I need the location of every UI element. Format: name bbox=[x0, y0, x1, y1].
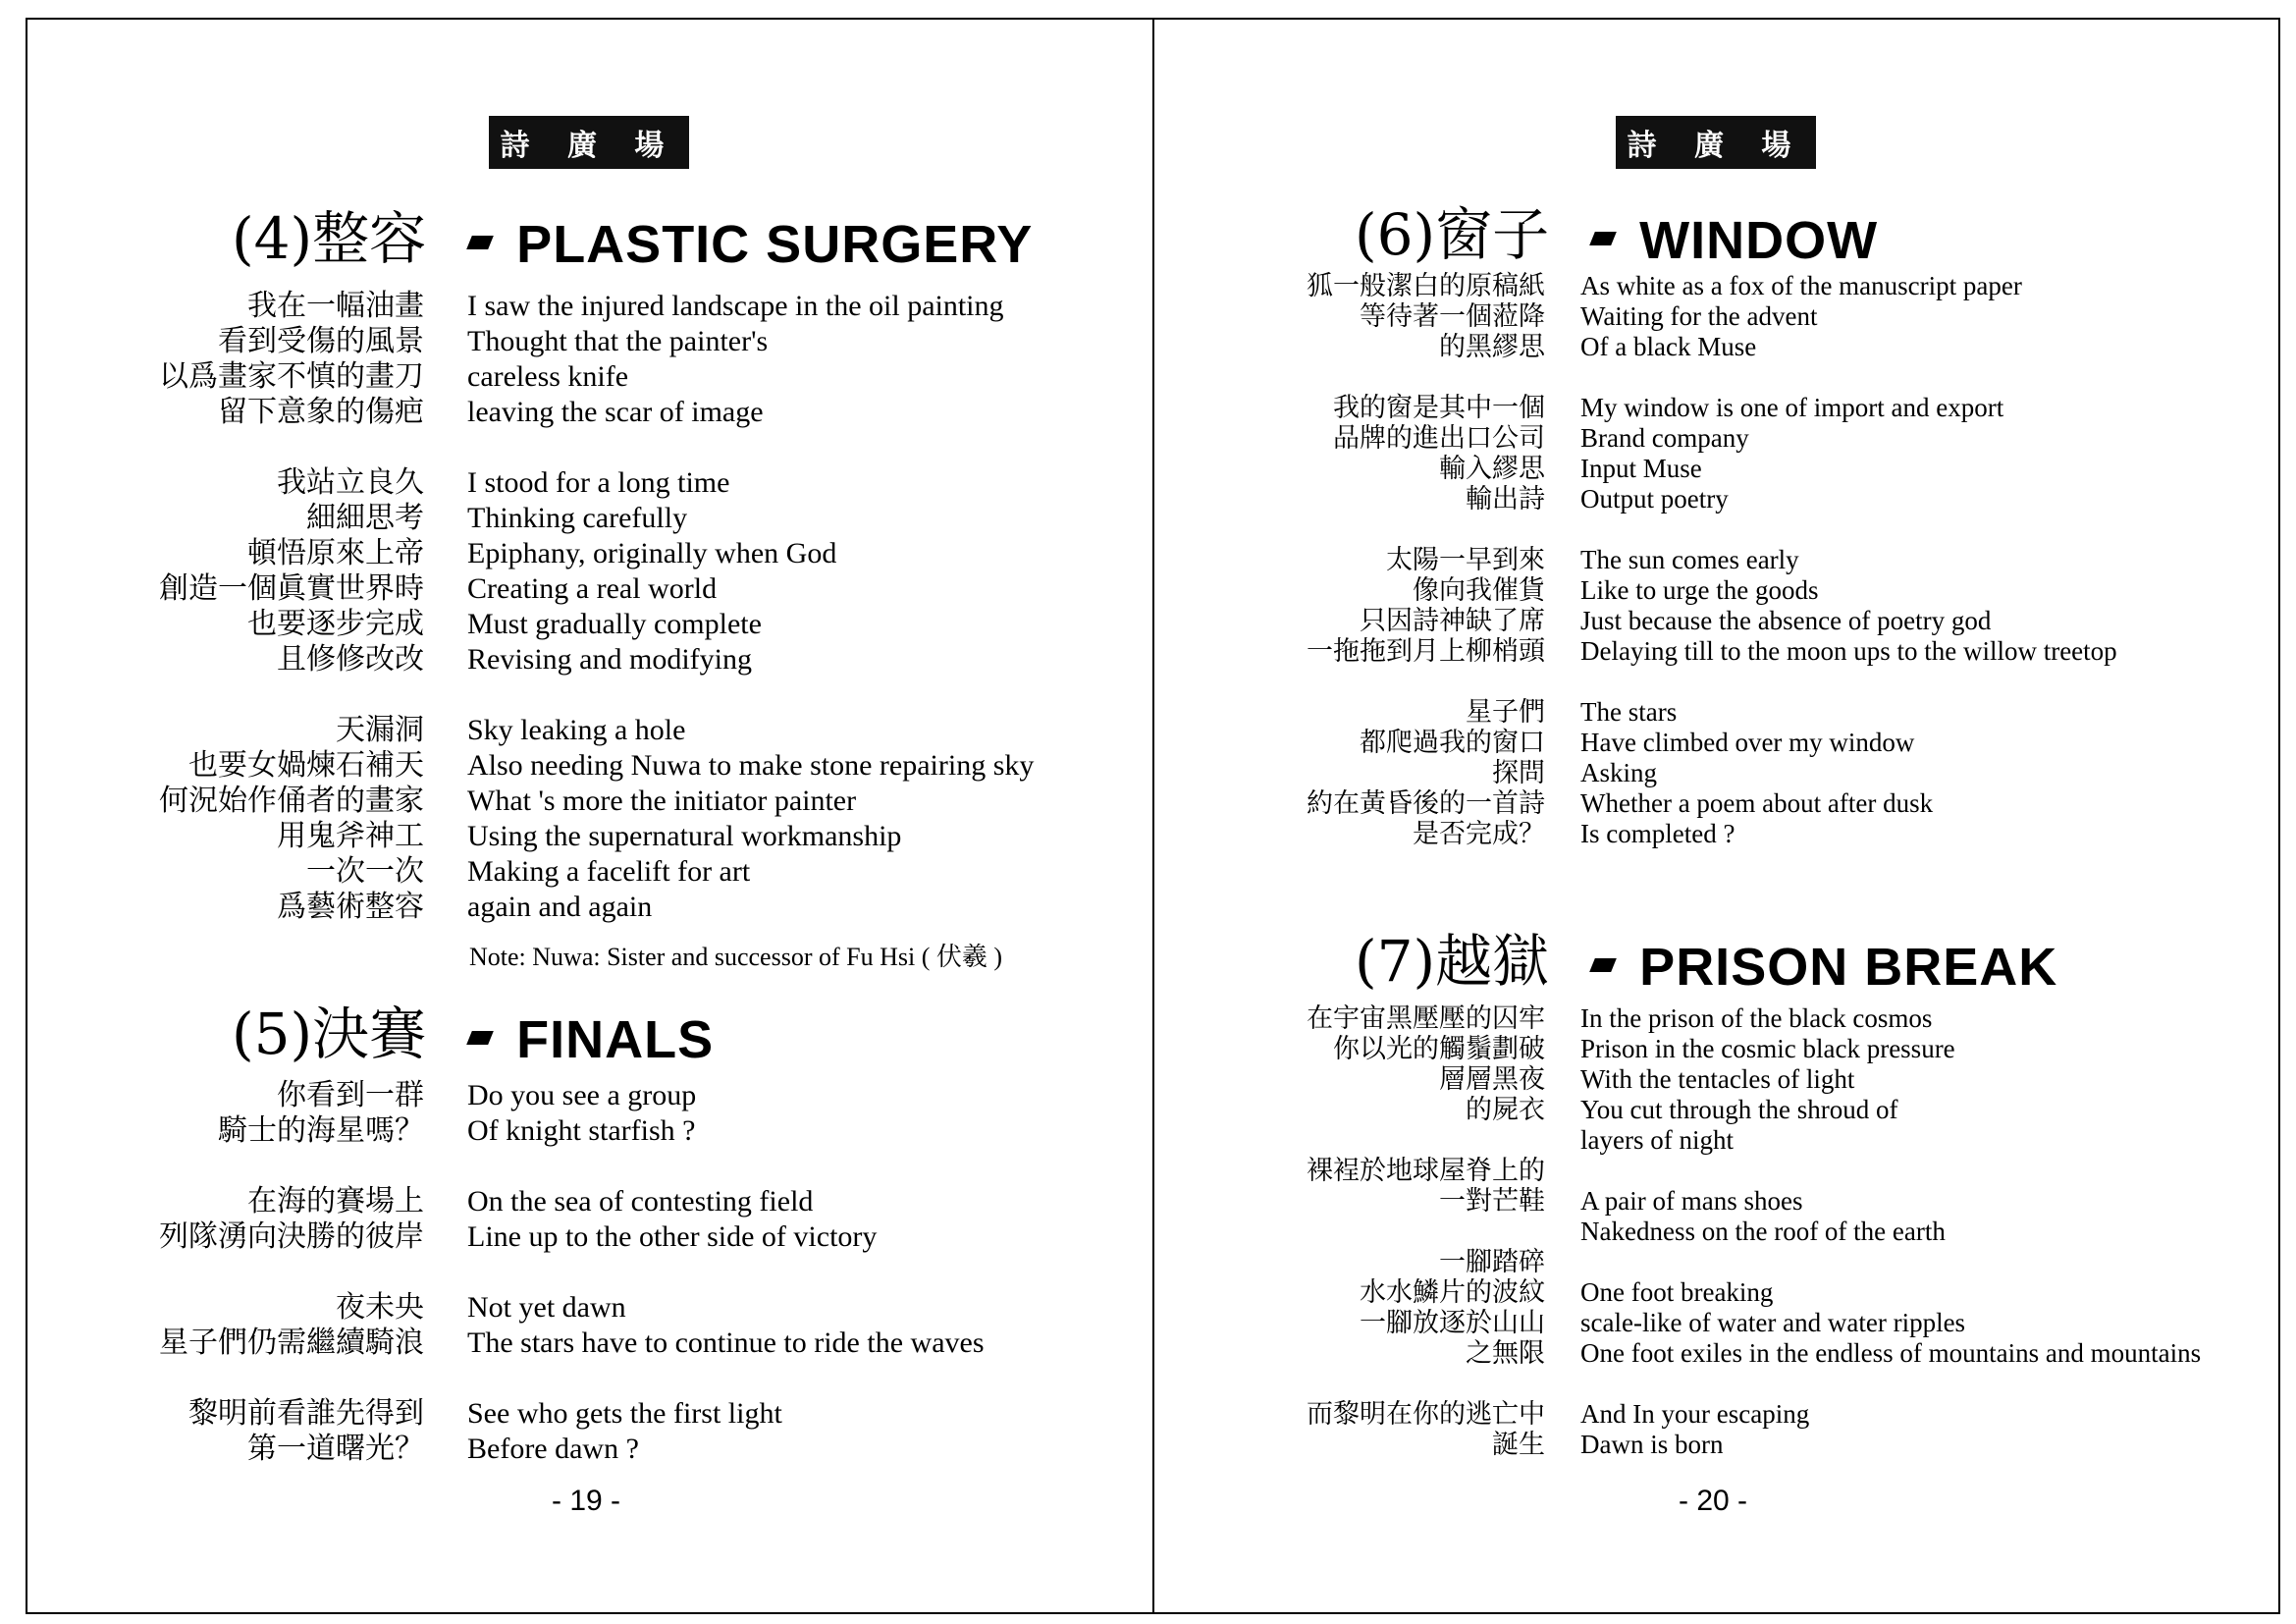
poem-line-zh: 星子們 bbox=[1466, 697, 1545, 728]
poem-line bbox=[1217, 271, 2117, 301]
poem-line-en: Is completed ? bbox=[1580, 819, 1735, 848]
poem-line-en: Nakedness on the roof of the earth bbox=[1580, 1217, 1946, 1246]
poem-line bbox=[1217, 514, 2117, 545]
poem-line-zh: 都爬過我的窗口 bbox=[1360, 728, 1545, 758]
poem-line-en: My window is one of import and export bbox=[1580, 393, 2004, 422]
poem-line-en: careless knife bbox=[467, 360, 629, 393]
poem-line bbox=[1217, 301, 2117, 332]
poem-line-zh: 品牌的進出口公司 bbox=[1333, 423, 1545, 454]
poem-line bbox=[1217, 1217, 2201, 1247]
poem-line bbox=[98, 1219, 985, 1255]
poem-line-en: And In your escaping bbox=[1580, 1399, 1810, 1429]
poem-line-en: The sun comes early bbox=[1580, 545, 1799, 574]
poem-line-zh: 第一道曙光？ bbox=[247, 1432, 424, 1466]
poem-line-zh: 的黑繆思 bbox=[1439, 332, 1545, 362]
poem6-body bbox=[1217, 271, 2117, 849]
poem-line-zh: 在宇宙黑壓壓的囚牢 bbox=[1307, 1003, 1545, 1034]
poem-line bbox=[98, 1149, 985, 1184]
poem-line bbox=[1217, 1430, 2201, 1460]
poem-line-en: Brand company bbox=[1580, 423, 1749, 453]
poem-line-zh bbox=[1217, 362, 1545, 393]
poem-line-en: Just because the absence of poetry god bbox=[1580, 606, 1992, 635]
poem-line-en: Of a black Muse bbox=[1580, 332, 1757, 361]
poem-line-zh: 水水鱗片的波紋 bbox=[1360, 1277, 1545, 1308]
poem-line-zh: 騎士的海星嗎？ bbox=[218, 1113, 424, 1148]
poem-line-en: Do you see a group bbox=[467, 1079, 697, 1111]
poem-line bbox=[98, 324, 1034, 359]
title-bullet-icon bbox=[1589, 958, 1617, 972]
poem-line-zh bbox=[98, 430, 424, 465]
poem-line-zh bbox=[98, 1255, 424, 1290]
poem-line-zh: 你看到一群 bbox=[277, 1078, 424, 1112]
poem5-title-zh: (5)決賽 bbox=[232, 1001, 427, 1067]
poem-line-zh: 以爲畫家不慎的畫刀 bbox=[159, 359, 424, 394]
poem-line-en: With the tentacles of light bbox=[1580, 1064, 1855, 1094]
poem-line-en: Must gradually complete bbox=[467, 608, 762, 640]
poem-line-en: On the sea of contesting field bbox=[467, 1185, 814, 1218]
poem5-title-en: FINALS bbox=[516, 1010, 715, 1069]
poem-line bbox=[1217, 788, 2117, 819]
poem-line-zh: 在海的賽場上 bbox=[247, 1184, 424, 1218]
poem-line-zh: 我的窗是其中一個 bbox=[1333, 393, 1545, 423]
poem-line-en: I saw the injured landscape in the oil painting bbox=[467, 290, 1004, 322]
page-number-left: - 19 - bbox=[552, 1485, 621, 1517]
poem-line-zh: 一拖拖到月上柳梢頭 bbox=[1307, 636, 1545, 667]
poem-line bbox=[1217, 758, 2117, 788]
poem-line-zh: 輸出詩 bbox=[1466, 484, 1545, 514]
poem-line bbox=[1217, 1034, 2201, 1064]
poem-line bbox=[1217, 1277, 2201, 1308]
poem-line bbox=[1217, 1399, 2201, 1430]
poem-line-en: Epiphany, originally when God bbox=[467, 537, 837, 569]
poem-line-en: Thought that the painter's bbox=[467, 325, 769, 357]
poem-line-zh: 何況始作俑者的畫家 bbox=[159, 784, 424, 818]
poem-line-en: Of knight starfish ? bbox=[467, 1114, 696, 1147]
poem-line bbox=[1217, 1095, 2201, 1125]
poem-line-zh: 且修修改改 bbox=[277, 642, 424, 677]
poem-line-zh: 是否完成？ bbox=[1413, 819, 1545, 849]
poem-line-en: Asking bbox=[1580, 758, 1658, 787]
poem-line bbox=[1217, 1308, 2201, 1338]
poem-line-zh: 列隊湧向決勝的彼岸 bbox=[159, 1219, 424, 1254]
poem-line-en: Like to urge the goods bbox=[1580, 575, 1819, 605]
poem-line bbox=[98, 819, 1034, 854]
poem-line bbox=[98, 359, 1034, 395]
poem-line-zh: 用鬼斧神工 bbox=[277, 819, 424, 853]
poem-line bbox=[1217, 1003, 2201, 1034]
poem-line-zh: 我站立良久 bbox=[277, 465, 424, 500]
poem5-title bbox=[232, 992, 714, 1070]
title-bullet-icon bbox=[466, 236, 494, 249]
poem-line-zh: 太陽一早到來 bbox=[1386, 545, 1545, 575]
poem-line bbox=[98, 607, 1034, 642]
poem-line-zh: 裸裎於地球屋脊上的 bbox=[1307, 1156, 1545, 1186]
poem-line bbox=[98, 854, 1034, 890]
poem-line-zh: 一次一次 bbox=[306, 854, 424, 889]
poem-line-en: Prison in the cosmic black pressure bbox=[1580, 1034, 1955, 1063]
poem-line-en: Also needing Nuwa to make stone repairing sky bbox=[467, 749, 1035, 782]
poem-line-zh: 黎明前看誰先得到 bbox=[188, 1396, 424, 1431]
poem-line bbox=[1217, 332, 2117, 362]
poem-line-zh: 等待著一個蒞降 bbox=[1360, 301, 1545, 332]
poem-line-zh: 像向我催貨 bbox=[1413, 575, 1545, 606]
poem4-title-zh: (4)整容 bbox=[232, 205, 427, 272]
poem-line bbox=[98, 784, 1034, 819]
poem-line-zh: 的屍衣 bbox=[1466, 1095, 1545, 1125]
poem-line bbox=[98, 536, 1034, 571]
poem-line-zh: 看到受傷的風景 bbox=[218, 324, 424, 358]
poem-line-en: Thinking carefully bbox=[467, 502, 688, 534]
poem-line-zh: 一腳踏碎 bbox=[1439, 1247, 1545, 1277]
poem-line bbox=[1217, 454, 2117, 484]
poem-line bbox=[98, 289, 1034, 324]
poem-line bbox=[98, 1326, 985, 1361]
poem-line-zh: 爲藝術整容 bbox=[277, 890, 424, 924]
title-bullet-icon bbox=[1589, 232, 1617, 245]
section-tab-right: 詩 廣 場 bbox=[1616, 116, 1816, 169]
poem-line bbox=[98, 642, 1034, 677]
poem-line bbox=[98, 430, 1034, 465]
poem4-body bbox=[98, 289, 1034, 925]
poem-line-en: Waiting for the advent bbox=[1580, 301, 1818, 331]
poem-line-zh: 創造一個眞實世界時 bbox=[159, 571, 424, 606]
poem-line-zh bbox=[98, 677, 424, 713]
poem5-body bbox=[98, 1078, 985, 1467]
poem-line-en: Line up to the other side of victory bbox=[467, 1220, 878, 1253]
poem-line bbox=[98, 1396, 985, 1432]
title-bullet-icon bbox=[466, 1031, 494, 1045]
poem-line-en: Whether a poem about after dusk bbox=[1580, 788, 1934, 818]
poem-line-zh bbox=[98, 1361, 424, 1396]
poem-line-zh: 也要逐步完成 bbox=[247, 607, 424, 641]
poem-line-en: Have climbed over my window bbox=[1580, 728, 1915, 757]
poem-line bbox=[98, 713, 1034, 748]
poem-line bbox=[98, 1290, 985, 1326]
poem-line-en: What 's more the initiator painter bbox=[467, 785, 857, 817]
poem-line-zh bbox=[1217, 1369, 1545, 1399]
poem4-title-en: PLASTIC SURGERY bbox=[516, 215, 1034, 274]
poem-line bbox=[1217, 1125, 2201, 1156]
poem-line-zh: 只因詩神缺了席 bbox=[1360, 606, 1545, 636]
poem-line-zh: 探問 bbox=[1492, 758, 1545, 788]
poem-line-zh: 層層黑夜 bbox=[1439, 1064, 1545, 1095]
footnote: Note: Nuwa: Sister and successor of Fu Hsi ( 伏羲 ) bbox=[469, 943, 1003, 971]
poem-line bbox=[1217, 575, 2117, 606]
poem-line-en: Creating a real world bbox=[467, 572, 718, 605]
poem-line bbox=[98, 395, 1034, 430]
poem-line bbox=[98, 465, 1034, 501]
poem-line-en: The stars have to continue to ride the waves bbox=[467, 1326, 985, 1359]
poem-line-en: In the prison of the black cosmos bbox=[1580, 1003, 1933, 1033]
section-tab-left: 詩 廣 場 bbox=[489, 116, 689, 169]
poem-line-zh bbox=[1217, 1125, 1545, 1156]
poem-line-zh: 誕生 bbox=[1492, 1430, 1545, 1460]
poem-line-en: As white as a fox of the manuscript paper bbox=[1580, 271, 2022, 300]
poem-line bbox=[98, 890, 1034, 925]
page-number-right: - 20 - bbox=[1679, 1485, 1748, 1517]
poem-line bbox=[1217, 636, 2117, 667]
poem-line bbox=[1217, 423, 2117, 454]
poem-line-zh: 之無限 bbox=[1466, 1338, 1545, 1369]
poem-line bbox=[98, 1432, 985, 1467]
poem-line-en: Sky leaking a hole bbox=[467, 714, 686, 746]
poem-line bbox=[98, 1113, 985, 1149]
poem-line-en: You cut through the shroud of bbox=[1580, 1095, 1898, 1124]
poem6-title bbox=[1355, 192, 1878, 271]
poem-line-zh: 頓悟原來上帝 bbox=[247, 536, 424, 570]
poem-line bbox=[98, 748, 1034, 784]
poem-line-zh: 一腳放逐於山山 bbox=[1360, 1308, 1545, 1338]
poem4-title bbox=[232, 196, 1033, 275]
poem-line-en: I stood for a long time bbox=[467, 466, 730, 499]
poem7-title-zh: (7)越獄 bbox=[1355, 928, 1550, 995]
poem-line-en: layers of night bbox=[1580, 1125, 1734, 1155]
poem-line bbox=[98, 677, 1034, 713]
poem-line-en: Delaying till to the moon ups to the willow treetop bbox=[1580, 636, 2117, 666]
poem-line bbox=[1217, 606, 2117, 636]
poem-line-zh bbox=[1217, 1217, 1545, 1247]
poem-line-zh: 約在黃昏後的一首詩 bbox=[1307, 788, 1545, 819]
poem-line bbox=[98, 1184, 985, 1219]
poem7-title-en: PRISON BREAK bbox=[1639, 938, 2058, 997]
poem-line-zh: 夜未央 bbox=[336, 1290, 424, 1325]
poem-line-en: again and again bbox=[467, 891, 653, 923]
poem-line bbox=[98, 1078, 985, 1113]
poem-line-en: Making a facelift for art bbox=[467, 855, 751, 888]
poem-line bbox=[1217, 393, 2117, 423]
poem-line bbox=[1217, 1369, 2201, 1399]
poem-line-en: One foot breaking bbox=[1580, 1277, 1774, 1307]
poem7-body bbox=[1217, 1003, 2201, 1460]
poem-line-en: A pair of mans shoes bbox=[1580, 1186, 1803, 1216]
poem-line-en: The stars bbox=[1580, 697, 1678, 727]
poem-line-zh: 狐一般潔白的原稿紙 bbox=[1307, 271, 1545, 301]
poem-line-zh: 細細思考 bbox=[306, 501, 424, 535]
poem-line bbox=[1217, 1247, 2201, 1277]
poem7-title bbox=[1355, 919, 2057, 998]
poem-line bbox=[1217, 362, 2117, 393]
poem-line-zh: 而黎明在你的逃亡中 bbox=[1307, 1399, 1545, 1430]
poem-line bbox=[1217, 1064, 2201, 1095]
poem6-title-zh: (6)窗子 bbox=[1355, 201, 1550, 268]
poem6-title-en: WINDOW bbox=[1639, 211, 1879, 270]
poem-line-zh: 你以光的觸鬚劃破 bbox=[1333, 1034, 1545, 1064]
poem-line-zh bbox=[1217, 514, 1545, 545]
poem-line bbox=[98, 571, 1034, 607]
poem-line-en: Using the supernatural workmanship bbox=[467, 820, 902, 852]
poem-line bbox=[98, 1255, 985, 1290]
poem-line-zh: 留下意象的傷疤 bbox=[218, 395, 424, 429]
poem-line-en: Revising and modifying bbox=[467, 643, 752, 676]
poem-line-en: Output poetry bbox=[1580, 484, 1729, 514]
poem-line-en: leaving the scar of image bbox=[467, 396, 764, 428]
poem-line-zh bbox=[1217, 667, 1545, 697]
poem-line-en: Not yet dawn bbox=[467, 1291, 626, 1324]
poem-line bbox=[1217, 545, 2117, 575]
poem-line bbox=[1217, 697, 2117, 728]
poem-line-en: Input Muse bbox=[1580, 454, 1702, 483]
poem-line-zh: 輸入繆思 bbox=[1439, 454, 1545, 484]
poem-line bbox=[1217, 1186, 2201, 1217]
poem-line bbox=[1217, 1156, 2201, 1186]
poem-line bbox=[98, 501, 1034, 536]
poem-line-zh: 星子們仍需繼續騎浪 bbox=[159, 1326, 424, 1360]
poem-line-zh: 一對芒鞋 bbox=[1439, 1186, 1545, 1217]
poem-line bbox=[1217, 1338, 2201, 1369]
poem-line-en: Dawn is born bbox=[1580, 1430, 1724, 1459]
poem-line bbox=[1217, 819, 2117, 849]
poem-line-zh: 我在一幅油畫 bbox=[247, 289, 424, 323]
poem-line bbox=[1217, 728, 2117, 758]
poem-line-zh bbox=[98, 1149, 424, 1184]
poem-line-en: See who gets the first light bbox=[467, 1397, 782, 1430]
poem-line bbox=[1217, 484, 2117, 514]
poem-line-zh: 天漏洞 bbox=[336, 713, 424, 747]
poem-line bbox=[98, 1361, 985, 1396]
poem-line-zh: 也要女媧煉石補天 bbox=[188, 748, 424, 783]
book-spine bbox=[1152, 18, 1154, 1614]
poem-line-en: Before dawn ? bbox=[467, 1433, 639, 1465]
poem-line-en: scale-like of water and water ripples bbox=[1580, 1308, 1966, 1337]
poem-line bbox=[1217, 667, 2117, 697]
poem-line-en: One foot exiles in the endless of mountains and mountains bbox=[1580, 1338, 2202, 1368]
